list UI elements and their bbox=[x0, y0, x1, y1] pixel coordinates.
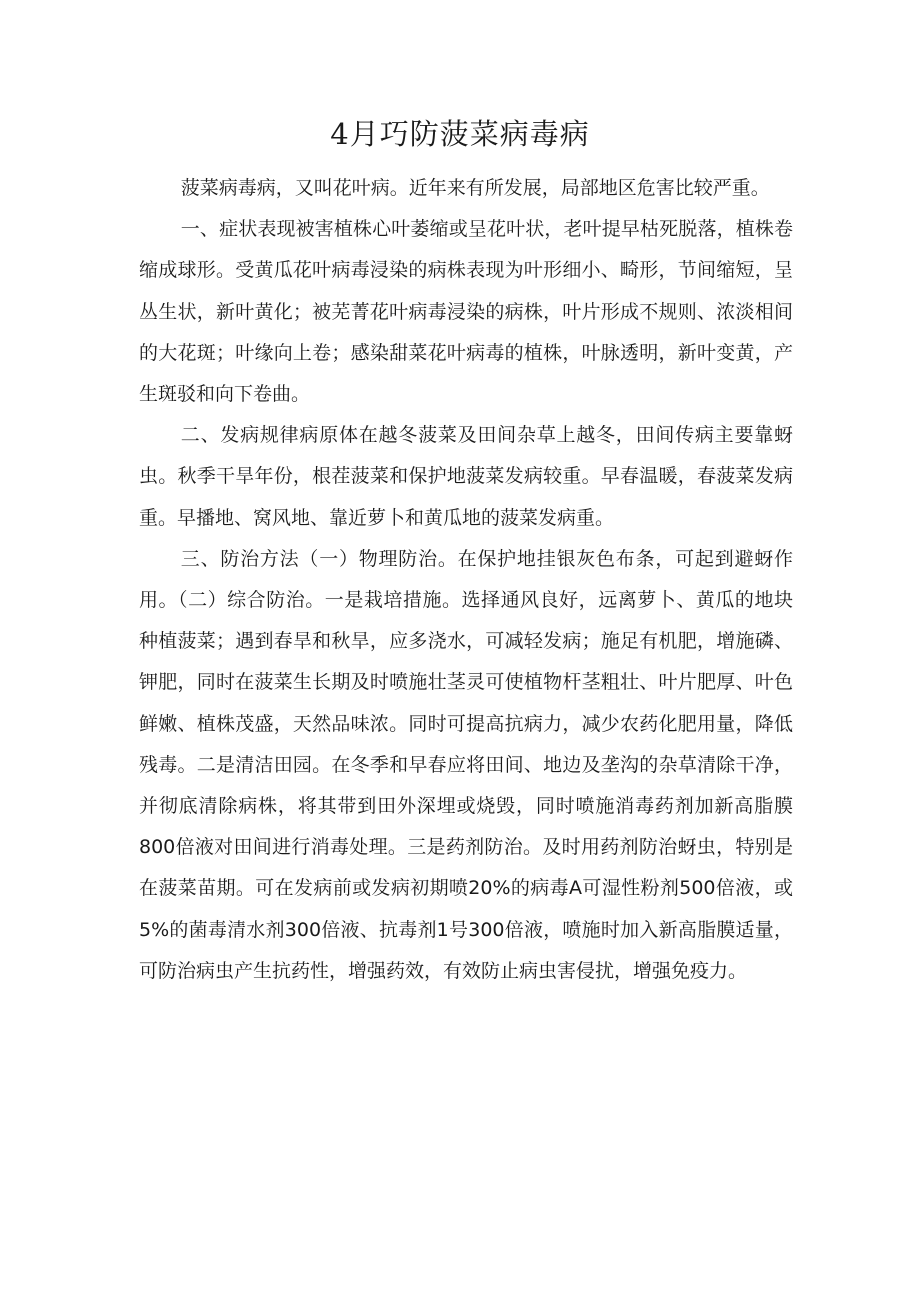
document-title: 4月巧防菠菜病毒病 bbox=[330, 117, 590, 151]
paragraph-control-methods: 三、防治方法（一）物理防治。在保护地挂银灰色布条，可起到避蚜作用。（二）综合防治。一是栽培措施。选择通风良好，远离萝卜、黄瓜的地块种植菠菜；遇到春旱和秋旱，应多浇水，可减轻发病；施足有机肥，增施磷、钾肥，同时在菠菜生长期及时喷施壮茎灵可使植物杆茎粗壮、叶片肥厚、叶色鲜嫩、植株茂盛，天然品味浓。同时可提高抗病力，减少农药化肥用量，降低残毒。二是清洁田园。在冬季和早春应将田间、地边及垄沟的杂草清除干净，并彻底清除病株，将其带到田外深埋或烧毁，同时喷施消毒药剂加新高脂膜800倍液对田间进行消毒处理。三是药剂防治。及时用药剂防治蚜虫，特别是在菠菜苗期。可在发病前或发病初期喷20%的病毒A可湿性粉剂500倍液，或5%的菌毒清水剂300倍液、抗毒剂1号300倍液，喷施时加入新高脂膜适量，可防治病虫产生抗药性，增强药效，有效防止病虫害侵扰，增强免疫力。 bbox=[139, 547, 793, 982]
paragraph-intro: 菠菜病毒病，又叫花叶病。近年来有所发展，局部地区危害比较严重。 bbox=[180, 177, 770, 199]
document-body bbox=[139, 168, 793, 992]
paragraph-disease-pattern: 二、发病规律病原体在越冬菠菜及田间杂草上越冬，田间传病主要靠蚜虫。秋季干旱年份，根茬菠菜和保护地菠菜发病较重。早春温暖，春菠菜发病重。早播地、窝风地、靠近萝卜和黄瓜地的菠菜发病重。 bbox=[139, 424, 793, 529]
paragraph-symptoms: 一、症状表现被害植株心叶萎缩或呈花叶状，老叶提早枯死脱落，植株卷缩成球形。受黄瓜花叶病毒浸染的病株表现为叶形细小、畸形，节间缩短，呈丛生状，新叶黄化；被芜菁花叶病毒浸染的病株，叶片形成不规则、浓淡相间的大花斑；叶缘向上卷；感染甜菜花叶病毒的植株，叶脉透明，新叶变黄，产生斑驳和向下卷曲。 bbox=[139, 218, 793, 406]
